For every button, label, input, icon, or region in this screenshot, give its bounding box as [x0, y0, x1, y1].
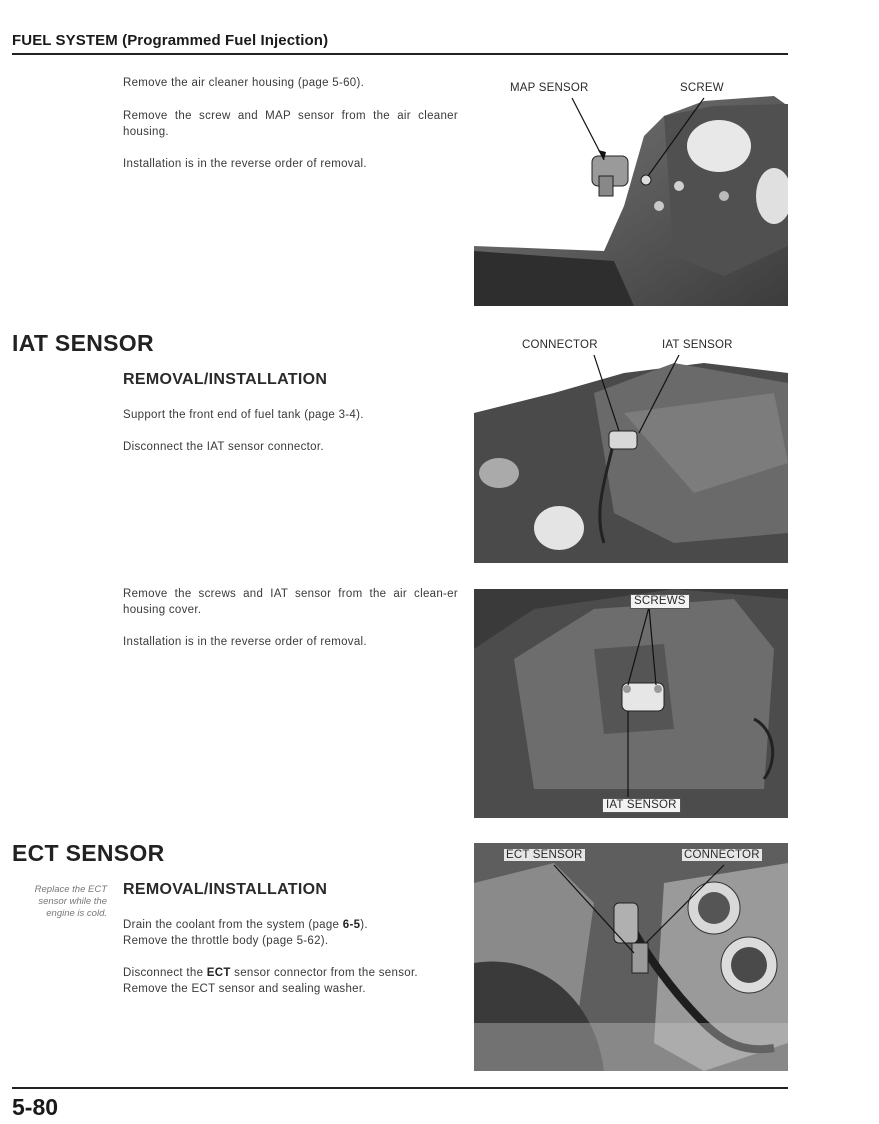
- ect-step-1-text-a: Drain the coolant from the system (page: [123, 919, 343, 931]
- ect-step-1: [123, 917, 458, 949]
- iat-sensor-label-2: IAT SENSOR: [602, 798, 681, 813]
- iat-section-title: IAT SENSOR: [12, 330, 154, 356]
- ect-step-2-text-b: sensor connector from the sensor.: [230, 967, 418, 979]
- footer-rule: [12, 1087, 788, 1089]
- ect-step-2-line-2: Remove the ECT sensor and sealing washer.: [123, 983, 366, 995]
- map-sensor-label: MAP SENSOR: [510, 82, 589, 94]
- ect-step-1-line-2: Remove the throttle body (page 5-62).: [123, 935, 329, 947]
- iat-step-4: Installation is in the reverse order of removal.: [123, 636, 367, 648]
- ect-margin-note: Replace the ECT sensor while the engine is cold.: [34, 884, 107, 919]
- page-number: 5-80: [12, 1094, 59, 1120]
- ect-section-title: ECT SENSOR: [12, 840, 165, 866]
- ect-step-1-text-b: ).: [360, 919, 368, 931]
- iat-step-3: Remove the screws and IAT sensor from the air clean-er housing cover.: [123, 588, 458, 616]
- ect-subheading: REMOVAL/INSTALLATION: [123, 881, 328, 898]
- map-step-3: Installation is in the reverse order of removal.: [123, 158, 367, 170]
- map-step-1: Remove the air cleaner housing (page 5-60).: [123, 77, 365, 89]
- page-header-title: FUEL SYSTEM (Programmed Fuel Injection): [12, 32, 329, 49]
- ect-connector-label: CONNECTOR: [684, 849, 760, 861]
- iat-step-2: Disconnect the IAT sensor connector.: [123, 441, 324, 453]
- iat-step-1: Support the front end of fuel tank (page 3-4).: [123, 409, 364, 421]
- header-rule: [12, 53, 788, 55]
- ect-sensor-label: ECT SENSOR: [506, 849, 583, 861]
- ect-step-2: [123, 965, 458, 997]
- iat-connector-photo: [474, 333, 788, 563]
- ect-step-1-ref: 6-5: [342, 919, 361, 931]
- ect-sensor-photo: [474, 843, 788, 1071]
- screw-label: SCREW: [680, 82, 724, 94]
- ect-step-2-emph: ECT: [206, 967, 231, 979]
- iat-subheading: REMOVAL/INSTALLATION: [123, 371, 328, 388]
- screws-label: SCREWS: [630, 594, 690, 609]
- map-sensor-photo: [474, 76, 788, 306]
- map-step-2: Remove the screw and MAP sensor from the air cleaner housing.: [123, 110, 458, 138]
- iat-sensor-label-1: IAT SENSOR: [662, 339, 733, 351]
- iat-connector-label: CONNECTOR: [522, 339, 598, 351]
- ect-step-2-text-a: Disconnect the: [123, 967, 207, 979]
- iat-screws-photo: [474, 589, 788, 818]
